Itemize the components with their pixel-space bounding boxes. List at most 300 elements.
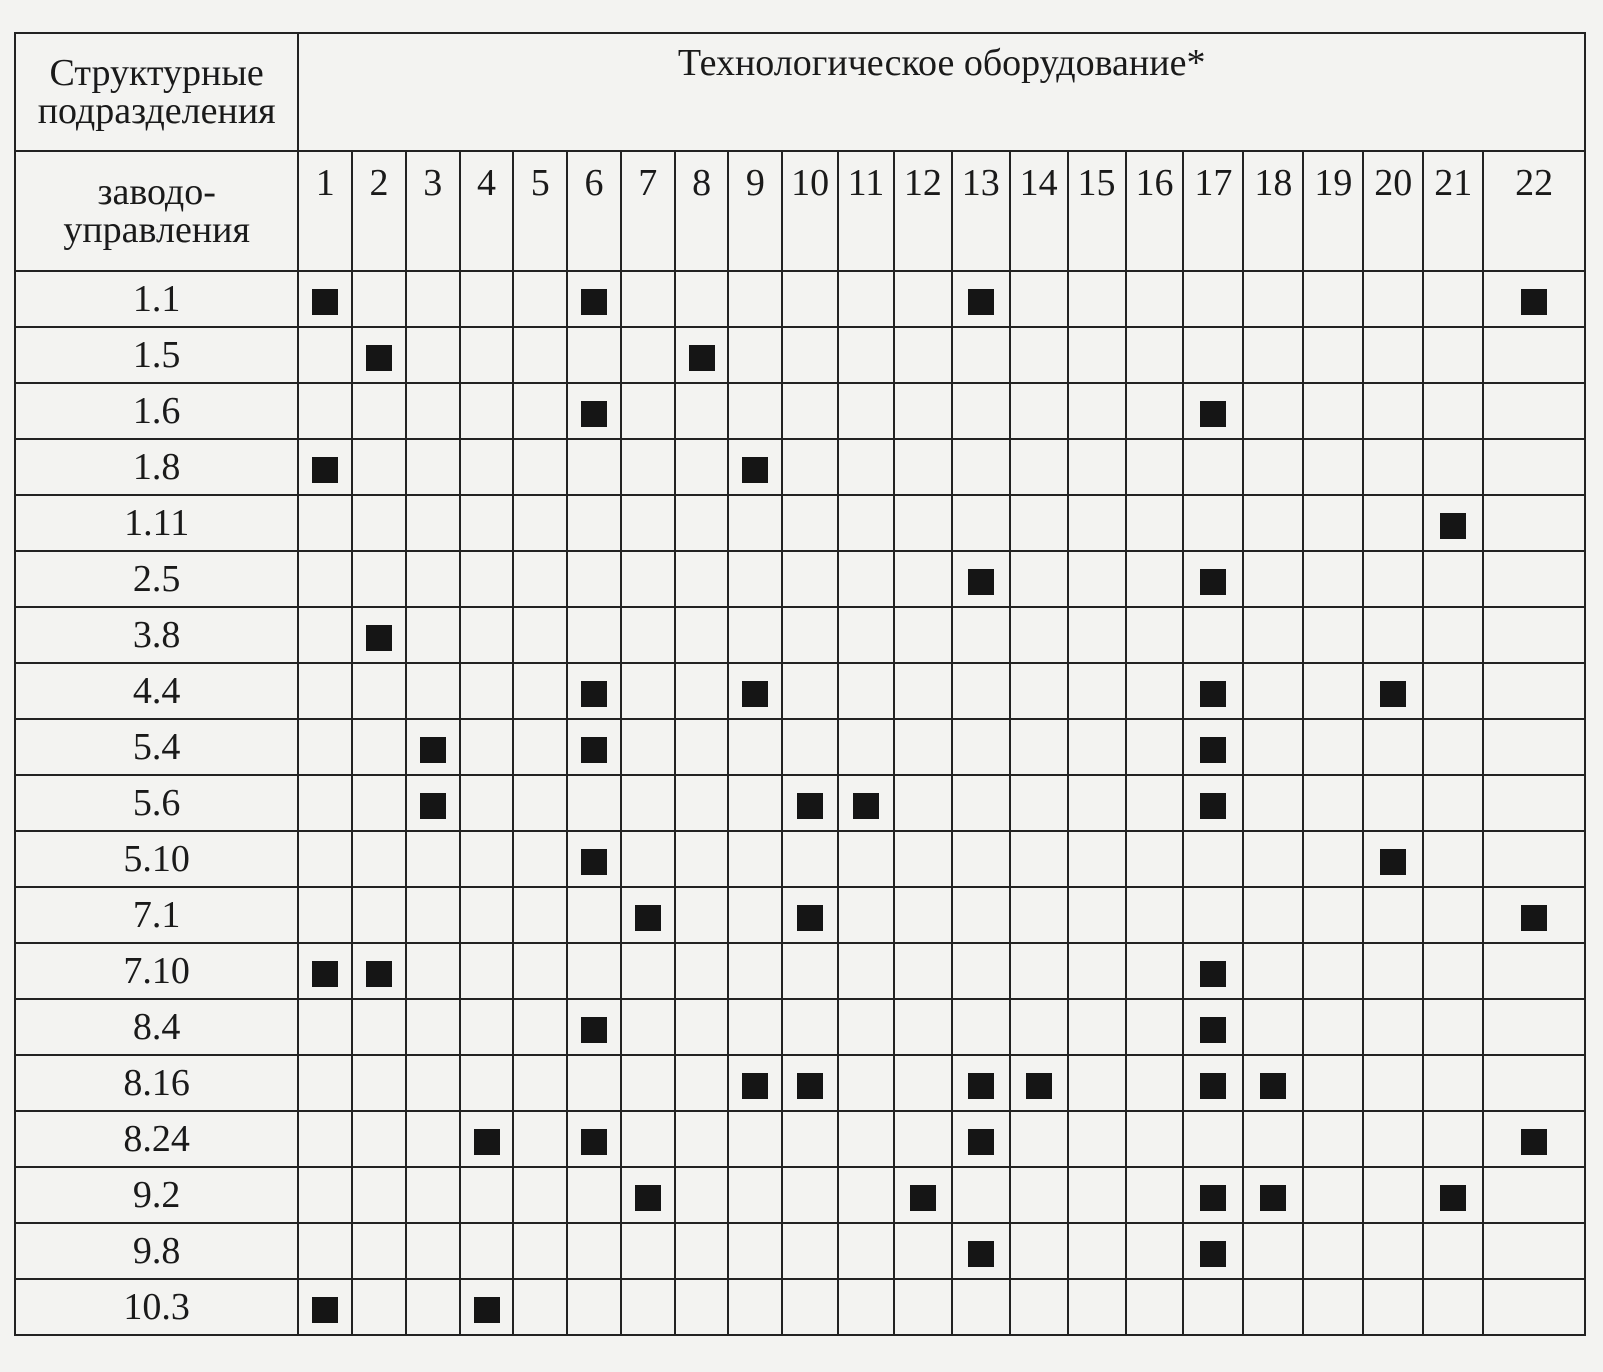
matrix-cell	[1068, 607, 1126, 663]
matrix-cell	[1483, 383, 1585, 439]
row-label: 1.8	[15, 439, 298, 495]
matrix-cell	[1303, 663, 1363, 719]
matrix-cell	[675, 607, 729, 663]
matrix-cell	[675, 775, 729, 831]
matrix-cell	[1243, 327, 1303, 383]
matrix-cell	[513, 999, 567, 1055]
matrix-cell	[1243, 551, 1303, 607]
matrix-cell	[838, 719, 894, 775]
matrix-cell	[838, 1279, 894, 1335]
matrix-cell	[728, 607, 782, 663]
filled-square-mark	[420, 793, 446, 819]
matrix-cell	[621, 271, 675, 327]
matrix-cell	[838, 383, 894, 439]
matrix-cell	[352, 999, 406, 1055]
matrix-cell	[513, 719, 567, 775]
matrix-cell	[406, 607, 460, 663]
matrix-cell	[1483, 607, 1585, 663]
row-label: 5.10	[15, 831, 298, 887]
matrix-cell	[1303, 719, 1363, 775]
matrix-cell	[1363, 383, 1423, 439]
matrix-cell	[1303, 607, 1363, 663]
row-label: 5.4	[15, 719, 298, 775]
filled-square-mark	[742, 681, 768, 707]
table-row	[15, 775, 1585, 831]
matrix-cell	[1126, 887, 1184, 943]
matrix-cell	[782, 439, 838, 495]
matrix-cell	[952, 831, 1010, 887]
matrix-cell	[1423, 1167, 1483, 1223]
matrix-cell	[952, 943, 1010, 999]
matrix-cell	[1183, 327, 1243, 383]
matrix-cell	[1010, 1167, 1068, 1223]
matrix-cell	[1126, 551, 1184, 607]
matrix-cell	[460, 775, 514, 831]
matrix-cell	[728, 439, 782, 495]
filled-square-mark	[581, 1017, 607, 1043]
matrix-cell	[675, 327, 729, 383]
matrix-cell	[675, 1111, 729, 1167]
matrix-cell	[352, 719, 406, 775]
matrix-cell	[728, 887, 782, 943]
matrix-cell	[513, 1223, 567, 1279]
matrix-cell	[838, 271, 894, 327]
matrix-cell	[298, 439, 352, 495]
matrix-cell	[1126, 327, 1184, 383]
filled-square-mark	[853, 793, 879, 819]
matrix-cell	[838, 551, 894, 607]
column-number-6: 6	[567, 151, 621, 271]
matrix-cell	[513, 607, 567, 663]
corner-line-2: подразделения	[37, 90, 276, 132]
matrix-cell	[298, 831, 352, 887]
matrix-cell	[1303, 271, 1363, 327]
matrix-cell	[567, 1055, 621, 1111]
matrix-cell	[675, 271, 729, 327]
matrix-cell	[621, 943, 675, 999]
matrix-cell	[1363, 495, 1423, 551]
matrix-cell	[675, 719, 729, 775]
matrix-cell	[1363, 439, 1423, 495]
row-label: 1.1	[15, 271, 298, 327]
matrix-cell	[298, 495, 352, 551]
matrix-cell	[298, 775, 352, 831]
equipment-matrix-table	[14, 32, 1586, 1336]
matrix-cell	[1363, 1111, 1423, 1167]
column-number-22: 22	[1483, 151, 1585, 271]
matrix-cell	[352, 1167, 406, 1223]
matrix-cell	[675, 1055, 729, 1111]
matrix-cell	[406, 775, 460, 831]
matrix-cell	[782, 551, 838, 607]
column-number-15: 15	[1068, 151, 1126, 271]
matrix-cell	[675, 439, 729, 495]
matrix-cell	[1423, 439, 1483, 495]
row-label: 5.6	[15, 775, 298, 831]
filled-square-mark	[1380, 849, 1406, 875]
matrix-cell	[1363, 271, 1423, 327]
matrix-cell	[406, 1279, 460, 1335]
filled-square-mark	[968, 569, 994, 595]
matrix-cell	[675, 551, 729, 607]
matrix-cell	[1243, 439, 1303, 495]
matrix-cell	[1243, 1111, 1303, 1167]
matrix-cell	[838, 327, 894, 383]
matrix-cell	[782, 999, 838, 1055]
matrix-cell	[460, 551, 514, 607]
matrix-cell	[675, 1279, 729, 1335]
matrix-cell	[1243, 831, 1303, 887]
matrix-cell	[838, 1223, 894, 1279]
matrix-cell	[352, 1055, 406, 1111]
matrix-cell	[298, 327, 352, 383]
matrix-cell	[1363, 607, 1423, 663]
matrix-cell	[952, 887, 1010, 943]
filled-square-mark	[968, 1129, 994, 1155]
matrix-cell	[952, 327, 1010, 383]
matrix-cell	[1183, 495, 1243, 551]
matrix-cell	[1126, 383, 1184, 439]
filled-square-mark	[635, 905, 661, 931]
corner-line-1: Структурные	[49, 52, 264, 94]
filled-square-mark	[581, 681, 607, 707]
matrix-cell	[1126, 1111, 1184, 1167]
filled-square-mark	[1200, 961, 1226, 987]
matrix-cell	[728, 1167, 782, 1223]
matrix-cell	[675, 943, 729, 999]
matrix-cell	[894, 887, 952, 943]
matrix-cell	[838, 607, 894, 663]
filled-square-mark	[797, 905, 823, 931]
matrix-cell	[567, 831, 621, 887]
filled-square-mark	[1200, 737, 1226, 763]
column-number-7: 7	[621, 151, 675, 271]
matrix-cell	[406, 1223, 460, 1279]
matrix-cell	[567, 1167, 621, 1223]
matrix-cell	[1010, 775, 1068, 831]
matrix-cell	[1126, 999, 1184, 1055]
matrix-cell	[894, 999, 952, 1055]
matrix-cell	[1126, 831, 1184, 887]
matrix-cell	[298, 943, 352, 999]
matrix-cell	[1068, 1279, 1126, 1335]
matrix-cell	[782, 663, 838, 719]
matrix-cell	[952, 663, 1010, 719]
filled-square-mark	[742, 1073, 768, 1099]
matrix-cell	[1183, 887, 1243, 943]
matrix-cell	[952, 719, 1010, 775]
matrix-cell	[406, 943, 460, 999]
matrix-cell	[1423, 1223, 1483, 1279]
matrix-cell	[782, 887, 838, 943]
matrix-cell	[782, 383, 838, 439]
matrix-cell	[1423, 1055, 1483, 1111]
matrix-cell	[1483, 1223, 1585, 1279]
filled-square-mark	[474, 1129, 500, 1155]
matrix-cell	[1483, 551, 1585, 607]
filled-square-mark	[366, 625, 392, 651]
matrix-cell	[1126, 607, 1184, 663]
matrix-cell	[782, 943, 838, 999]
filled-square-mark	[1521, 289, 1547, 315]
column-number-3: 3	[406, 151, 460, 271]
row-label: 1.5	[15, 327, 298, 383]
matrix-cell	[460, 887, 514, 943]
matrix-cell	[1243, 663, 1303, 719]
filled-square-mark	[968, 1241, 994, 1267]
matrix-cell	[298, 1167, 352, 1223]
matrix-cell	[352, 607, 406, 663]
matrix-cell	[1243, 775, 1303, 831]
row-label: 3.8	[15, 607, 298, 663]
matrix-cell	[675, 831, 729, 887]
matrix-cell	[1303, 1111, 1363, 1167]
matrix-cell	[513, 775, 567, 831]
matrix-cell	[1183, 1111, 1243, 1167]
row-label: 1.6	[15, 383, 298, 439]
matrix-cell	[782, 1111, 838, 1167]
matrix-cell	[1183, 439, 1243, 495]
matrix-cell	[1243, 495, 1303, 551]
matrix-cell	[675, 999, 729, 1055]
matrix-cell	[352, 327, 406, 383]
matrix-cell	[1010, 327, 1068, 383]
matrix-cell	[567, 383, 621, 439]
matrix-cell	[782, 271, 838, 327]
matrix-cell	[1068, 1167, 1126, 1223]
matrix-cell	[352, 943, 406, 999]
matrix-cell	[952, 1167, 1010, 1223]
matrix-cell	[675, 663, 729, 719]
matrix-cell	[838, 495, 894, 551]
matrix-cell	[513, 327, 567, 383]
matrix-cell	[952, 551, 1010, 607]
matrix-cell	[298, 607, 352, 663]
matrix-cell	[728, 831, 782, 887]
matrix-cell	[1243, 607, 1303, 663]
matrix-cell	[1363, 1167, 1423, 1223]
filled-square-mark	[910, 1185, 936, 1211]
corner-header-top	[15, 33, 298, 151]
matrix-cell	[1423, 999, 1483, 1055]
matrix-cell	[460, 439, 514, 495]
matrix-cell	[1423, 1279, 1483, 1335]
matrix-cell	[1068, 1111, 1126, 1167]
matrix-cell	[1303, 999, 1363, 1055]
matrix-cell	[1303, 943, 1363, 999]
matrix-cell	[1303, 831, 1363, 887]
matrix-cell	[952, 271, 1010, 327]
matrix-cell	[838, 831, 894, 887]
matrix-cell	[513, 943, 567, 999]
matrix-cell	[894, 551, 952, 607]
matrix-cell	[621, 495, 675, 551]
matrix-cell	[838, 1167, 894, 1223]
matrix-cell	[1423, 831, 1483, 887]
matrix-cell	[1183, 943, 1243, 999]
matrix-cell	[728, 495, 782, 551]
matrix-cell	[298, 1055, 352, 1111]
matrix-cell	[894, 1223, 952, 1279]
filled-square-mark	[1260, 1073, 1286, 1099]
matrix-cell	[728, 383, 782, 439]
matrix-cell	[406, 887, 460, 943]
matrix-cell	[567, 943, 621, 999]
table-row	[15, 1279, 1585, 1335]
matrix-cell	[894, 383, 952, 439]
header-row-columns	[15, 151, 1585, 271]
matrix-cell	[782, 775, 838, 831]
matrix-cell	[1243, 383, 1303, 439]
filled-square-mark	[1200, 1185, 1226, 1211]
row-label: 8.16	[15, 1055, 298, 1111]
matrix-cell	[406, 439, 460, 495]
matrix-cell	[352, 271, 406, 327]
column-number-18: 18	[1243, 151, 1303, 271]
matrix-cell	[513, 495, 567, 551]
matrix-cell	[1183, 271, 1243, 327]
table-row	[15, 383, 1585, 439]
filled-square-mark	[581, 289, 607, 315]
matrix-cell	[675, 495, 729, 551]
filled-square-mark	[968, 1073, 994, 1099]
matrix-cell	[1183, 719, 1243, 775]
matrix-cell	[460, 663, 514, 719]
matrix-cell	[1010, 1055, 1068, 1111]
matrix-cell	[1068, 271, 1126, 327]
matrix-cell	[406, 663, 460, 719]
matrix-cell	[1068, 775, 1126, 831]
matrix-cell	[567, 607, 621, 663]
matrix-cell	[1423, 943, 1483, 999]
matrix-cell	[460, 719, 514, 775]
matrix-cell	[567, 495, 621, 551]
matrix-cell	[621, 1279, 675, 1335]
matrix-cell	[621, 607, 675, 663]
matrix-cell	[567, 663, 621, 719]
filled-square-mark	[366, 961, 392, 987]
matrix-cell	[513, 1279, 567, 1335]
matrix-cell	[1363, 551, 1423, 607]
matrix-cell	[1068, 831, 1126, 887]
matrix-cell	[894, 775, 952, 831]
matrix-cell	[1483, 887, 1585, 943]
matrix-cell	[1183, 999, 1243, 1055]
matrix-cell	[1303, 1055, 1363, 1111]
matrix-cell	[838, 439, 894, 495]
matrix-cell	[513, 887, 567, 943]
matrix-cell	[352, 775, 406, 831]
matrix-cell	[1483, 999, 1585, 1055]
matrix-cell	[298, 719, 352, 775]
matrix-cell	[782, 327, 838, 383]
column-number-14: 14	[1010, 151, 1068, 271]
matrix-cell	[1423, 887, 1483, 943]
matrix-cell	[1126, 271, 1184, 327]
matrix-cell	[1010, 943, 1068, 999]
row-label: 4.4	[15, 663, 298, 719]
matrix-cell	[838, 943, 894, 999]
matrix-cell	[1010, 271, 1068, 327]
matrix-cell	[1483, 1111, 1585, 1167]
matrix-cell	[460, 1279, 514, 1335]
matrix-cell	[1483, 663, 1585, 719]
matrix-cell	[460, 495, 514, 551]
matrix-cell	[728, 271, 782, 327]
matrix-cell	[1363, 719, 1423, 775]
column-number-2: 2	[352, 151, 406, 271]
matrix-cell	[782, 719, 838, 775]
matrix-cell	[1363, 1279, 1423, 1335]
matrix-cell	[728, 663, 782, 719]
matrix-cell	[1068, 887, 1126, 943]
filled-square-mark	[1200, 1073, 1226, 1099]
matrix-cell	[460, 1055, 514, 1111]
matrix-cell	[1068, 439, 1126, 495]
matrix-cell	[513, 551, 567, 607]
matrix-cell	[406, 383, 460, 439]
matrix-cell	[1483, 719, 1585, 775]
corner-header-bottom	[15, 151, 298, 271]
matrix-cell	[1068, 551, 1126, 607]
filled-square-mark	[1380, 681, 1406, 707]
matrix-cell	[1483, 271, 1585, 327]
matrix-cell	[567, 1279, 621, 1335]
matrix-cell	[894, 1055, 952, 1111]
filled-square-mark	[1200, 1241, 1226, 1267]
matrix-cell	[1303, 887, 1363, 943]
matrix-cell	[298, 1223, 352, 1279]
matrix-cell	[894, 439, 952, 495]
matrix-cell	[782, 831, 838, 887]
matrix-cell	[1303, 551, 1363, 607]
matrix-cell	[567, 887, 621, 943]
matrix-cell	[1183, 775, 1243, 831]
matrix-cell	[1183, 551, 1243, 607]
filled-square-mark	[689, 345, 715, 371]
matrix-cell	[406, 327, 460, 383]
corner-line-3: заводо-	[97, 171, 216, 213]
matrix-cell	[513, 383, 567, 439]
matrix-cell	[894, 943, 952, 999]
matrix-cell	[460, 383, 514, 439]
filled-square-mark	[1026, 1073, 1052, 1099]
table-row	[15, 439, 1585, 495]
matrix-cell	[894, 719, 952, 775]
column-number-8: 8	[675, 151, 729, 271]
matrix-cell	[1068, 943, 1126, 999]
filled-square-mark	[742, 457, 768, 483]
matrix-cell	[1303, 327, 1363, 383]
matrix-cell	[406, 1167, 460, 1223]
matrix-cell	[1126, 1055, 1184, 1111]
matrix-cell	[1483, 439, 1585, 495]
matrix-cell	[352, 831, 406, 887]
row-label: 10.3	[15, 1279, 298, 1335]
matrix-cell	[1363, 999, 1423, 1055]
matrix-cell	[460, 1223, 514, 1279]
matrix-cell	[675, 383, 729, 439]
matrix-cell	[352, 1111, 406, 1167]
matrix-cell	[1423, 719, 1483, 775]
matrix-cell	[1423, 1111, 1483, 1167]
matrix-cell	[952, 1055, 1010, 1111]
matrix-cell	[1183, 1055, 1243, 1111]
matrix-cell	[406, 551, 460, 607]
matrix-cell	[1068, 1055, 1126, 1111]
matrix-cell	[567, 327, 621, 383]
equipment-header: Технологическое оборудование*	[298, 33, 1585, 151]
